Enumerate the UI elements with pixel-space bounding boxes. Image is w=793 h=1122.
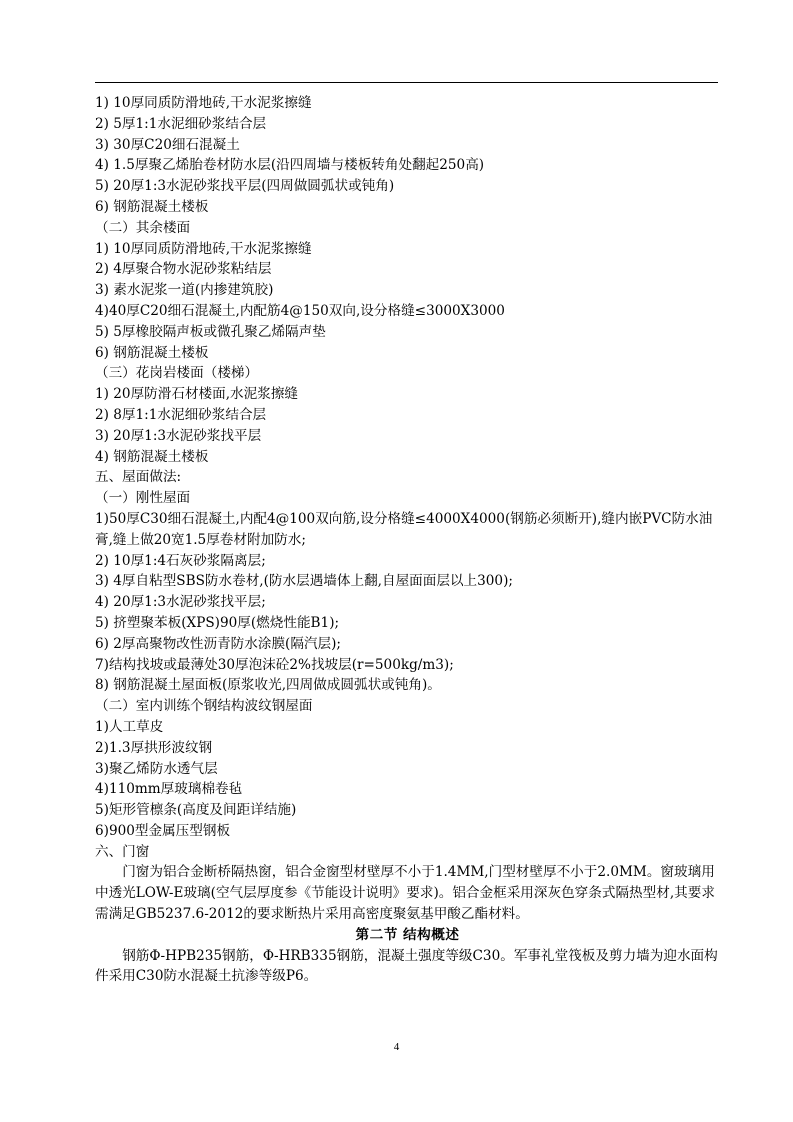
- text-line: 3) 素水泥浆一道(内掺建筑胶): [95, 282, 274, 299]
- roof-lines-section: [95, 551, 720, 863]
- window-paragraph: 门窗为铝合金断桥隔热窗，铝合金窗型材壁厚不小于1.4MM,门型材壁厚不小于2.0MM。窗玻璃用中透光LOW-E玻璃(空气层厚度参《节能设计说明》要求)。铝合金框采用深灰色穿条式隔热型材,其要求需满足GB5237.6-2012的要求断热片采用高密度聚氨基甲酸乙酯材料。: [95, 864, 715, 923]
- text-line: 4) 1.5厚聚乙烯胎卷材防水层(沿四周墙与楼板转角处翻起250高): [95, 157, 485, 174]
- floor-lines-section: [95, 93, 720, 509]
- text-line: 1) 20厚防滑石材楼面,水泥浆擦缝: [95, 386, 299, 403]
- structure-paragraph: 钢筋Φ-HPB235钢筋，Φ-HRB335钢筋，混凝土强度等级C30。军事礼堂筏板及剪力墙为迎水面构件采用C30防水混凝土抗渗等级P6。: [95, 947, 718, 985]
- subheading: （二）室内训练个钢结构波纹钢屋面: [95, 698, 313, 715]
- text-line: 6) 钢筋混凝土楼板: [95, 344, 209, 361]
- roof-item-1: 1)50厚C30细石混凝土,内配4@100双向筋,设分格缝≤4000X4000(钢筋必须断开),缝内嵌PVC防水油膏,缝上做20宽1.5厚卷材附加防水;: [95, 510, 713, 548]
- subheading: （三）花岗岩楼面（楼梯）: [95, 365, 259, 382]
- subheading: （一）刚性屋面: [95, 490, 191, 507]
- text-line: 4) 20厚1:3水泥砂浆找平层;: [95, 594, 266, 611]
- section-heading: 六、门窗: [95, 843, 150, 860]
- text-line: 2) 4厚聚合物水泥砂浆粘结层: [95, 261, 272, 278]
- text-line: 4) 钢筋混凝土楼板: [95, 448, 209, 465]
- text-line: 8) 钢筋混凝土屋面板(原浆收光,四周做成圆弧状或钝角)。: [95, 677, 441, 694]
- text-line: 1) 10厚同质防滑地砖,干水泥浆擦缝: [95, 95, 312, 111]
- subheading: （二）其余楼面: [95, 219, 191, 236]
- document-body: [95, 93, 720, 987]
- section-heading: 五、屋面做法:: [95, 469, 182, 486]
- text-line: 6) 钢筋混凝土楼板: [95, 198, 209, 215]
- text-line: 2)1.3厚拱形波纹钢: [95, 739, 213, 756]
- text-line: 2) 5厚1:1水泥细砂浆结合层: [95, 115, 267, 132]
- text-line: 5) 5厚橡胶隔声板或微孔聚乙烯隔声垫: [95, 323, 326, 340]
- text-line: 7)结构找坡或最薄处30厚泡沫砼2%找坡层(r=500kg/m3);: [95, 656, 454, 673]
- text-line: 6)900型金属压型钢板: [95, 822, 231, 839]
- header-rule: [95, 82, 718, 83]
- text-line: 5) 20厚1:3水泥砂浆找平层(四周做圆弧状或钝角): [95, 178, 395, 195]
- text-line: 3) 20厚1:3水泥砂浆找平层: [95, 427, 262, 444]
- text-line: 1) 10厚同质防滑地砖,干水泥浆擦缝: [95, 240, 312, 257]
- text-line: 5)矩形管檩条(高度及间距详结施): [95, 802, 297, 819]
- text-line: 4)110mm厚玻璃棉卷毡: [95, 781, 243, 798]
- section-title: 第二节 结构概述: [355, 926, 460, 943]
- text-line: 3)聚乙烯防水透气层: [95, 760, 218, 777]
- text-line: 4)40厚C20细石混凝土,内配筋4@150双向,设分格缝≤3000X3000: [95, 302, 505, 319]
- text-line: 3) 30厚C20细石混凝土: [95, 136, 240, 153]
- page-number: 4: [393, 1041, 400, 1053]
- text-line: 3) 4厚自粘型SBS防水卷材,(防水层遇墙体上翻,自屋面面层以上300);: [95, 573, 513, 590]
- text-line: 5) 挤塑聚苯板(XPS)90厚(燃烧性能B1);: [95, 614, 340, 631]
- text-line: 1)人工草皮: [95, 718, 164, 735]
- text-line: 6) 2厚高聚物改性沥青防水涂膜(隔汽层);: [95, 635, 342, 652]
- text-line: 2) 10厚1:4石灰砂浆隔离层;: [95, 552, 266, 569]
- text-line: 2) 8厚1:1水泥细砂浆结合层: [95, 406, 267, 423]
